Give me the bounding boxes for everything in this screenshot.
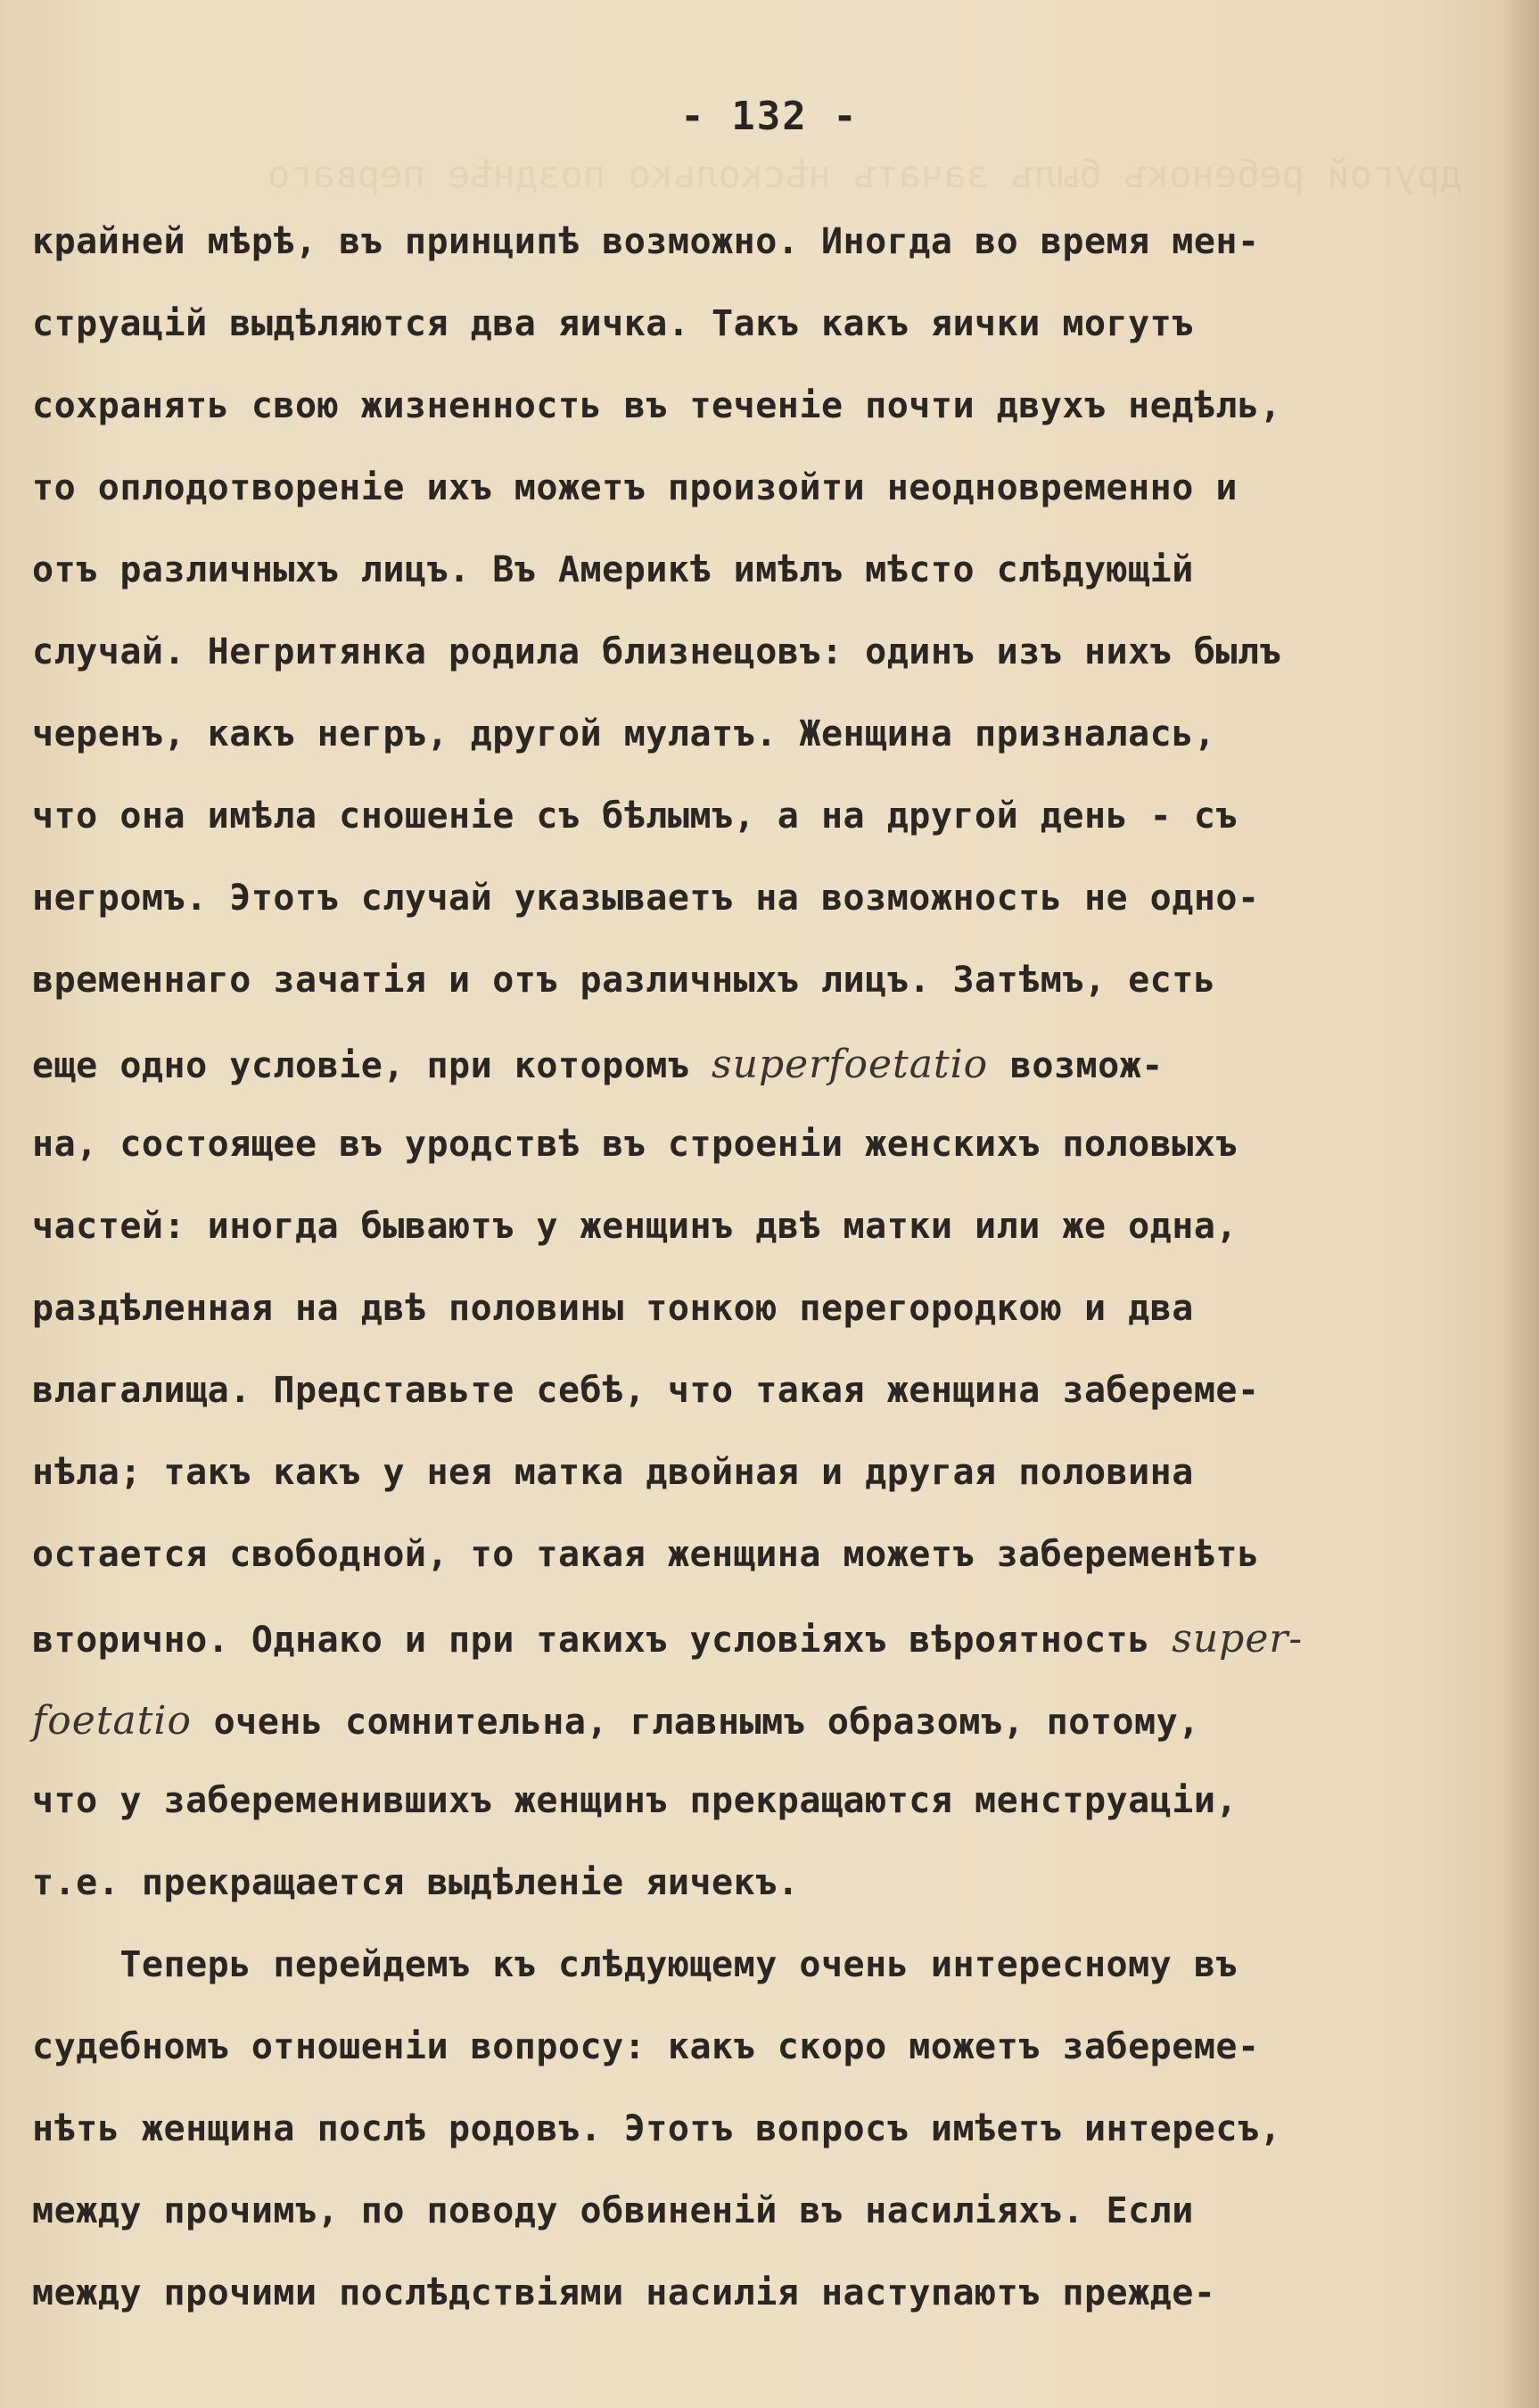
- typed-text: еще одно условіе, при которомъ: [32, 1045, 712, 1086]
- handwritten-insertion: super-: [1172, 1616, 1304, 1662]
- text-line: что она имѣла сношеніе съ бѣлымъ, а на другой день - съ: [32, 796, 1239, 837]
- text-line-with-handwriting: [32, 1042, 1164, 1095]
- typed-text: возмож-: [988, 1045, 1164, 1086]
- text-line: раздѣленная на двѣ половины тонкою перегородкою и два: [32, 1288, 1194, 1329]
- text-line: частей: иногда бываютъ у женщинъ двѣ матки или же одна,: [32, 1206, 1239, 1247]
- text-line: струацій выдѣляются два яичка. Такъ какъ яички могутъ: [32, 303, 1194, 344]
- text-line: влагалища. Представьте себѣ, что такая женщина забереме-: [32, 1370, 1260, 1411]
- text-line-with-handwriting: [32, 1616, 1303, 1670]
- text-line: нѣла; такъ какъ у нея матка двойная и другая половина: [32, 1452, 1194, 1493]
- text-line: случай. Негритянка родила близнецовъ: одинъ изъ нихъ былъ: [32, 631, 1282, 672]
- text-line: отъ различныхъ лицъ. Въ Америкѣ имѣлъ мѣсто слѣдующій: [32, 549, 1194, 590]
- text-line: между прочимъ, по поводу обвиненій въ насиліяхъ. Если: [32, 2190, 1194, 2231]
- page-number: - 132 -: [680, 94, 859, 139]
- page-edge-shadow: [1503, 0, 1539, 2408]
- text-line: остается свободной, то такая женщина можетъ забеременѣть: [32, 1534, 1260, 1575]
- typed-text: вторично. Однако и при такихъ условіяхъ вѣроятность: [32, 1620, 1173, 1661]
- text-line: крайней мѣрѣ, въ принципѣ возможно. Иногда во время мен-: [32, 221, 1260, 262]
- handwritten-insertion: foetatio: [32, 1698, 192, 1744]
- text-line: черенъ, какъ негръ, другой мулатъ. Женщина призналась,: [32, 713, 1216, 755]
- paragraph-start-line: Теперь перейдемъ къ слѣдующему очень интересному въ: [32, 1944, 1239, 1985]
- text-line: что у забеременившихъ женщинъ прекращаются менструаціи,: [32, 1780, 1239, 1821]
- bleed-through-text: другой ребенокъ былъ зачатъ нѣсколько позднѣе перваго: [267, 153, 1462, 196]
- text-line: нѣть женщина послѣ родовъ. Этотъ вопросъ имѣетъ интересъ,: [32, 2108, 1282, 2149]
- text-line: т.е. прекращается выдѣленіе яичекъ.: [32, 1862, 800, 1903]
- text-line: судебномъ отношеніи вопросу: какъ скоро можетъ забереме-: [32, 2026, 1260, 2067]
- text-line: между прочими послѣдствіями насилія наступаютъ прежде-: [32, 2272, 1216, 2313]
- text-line: временнаго зачатія и отъ различныхъ лицъ. Затѣмъ, есть: [32, 960, 1216, 1001]
- text-line-with-handwriting: [32, 1698, 1200, 1752]
- handwritten-insertion: superfoetatio: [712, 1042, 989, 1087]
- text-line: на, состоящее въ уродствѣ въ строеніи женскихъ половыхъ: [32, 1124, 1239, 1165]
- text-line: негромъ. Этотъ случай указываетъ на возможность не одно-: [32, 878, 1260, 919]
- text-line: то оплодотвореніе ихъ можетъ произойти неодновременно и: [32, 467, 1239, 508]
- typed-text: очень сомнительна, главнымъ образомъ, потому,: [191, 1702, 1200, 1743]
- text-line: сохранять свою жизненность въ теченіе почти двухъ недѣль,: [32, 385, 1282, 426]
